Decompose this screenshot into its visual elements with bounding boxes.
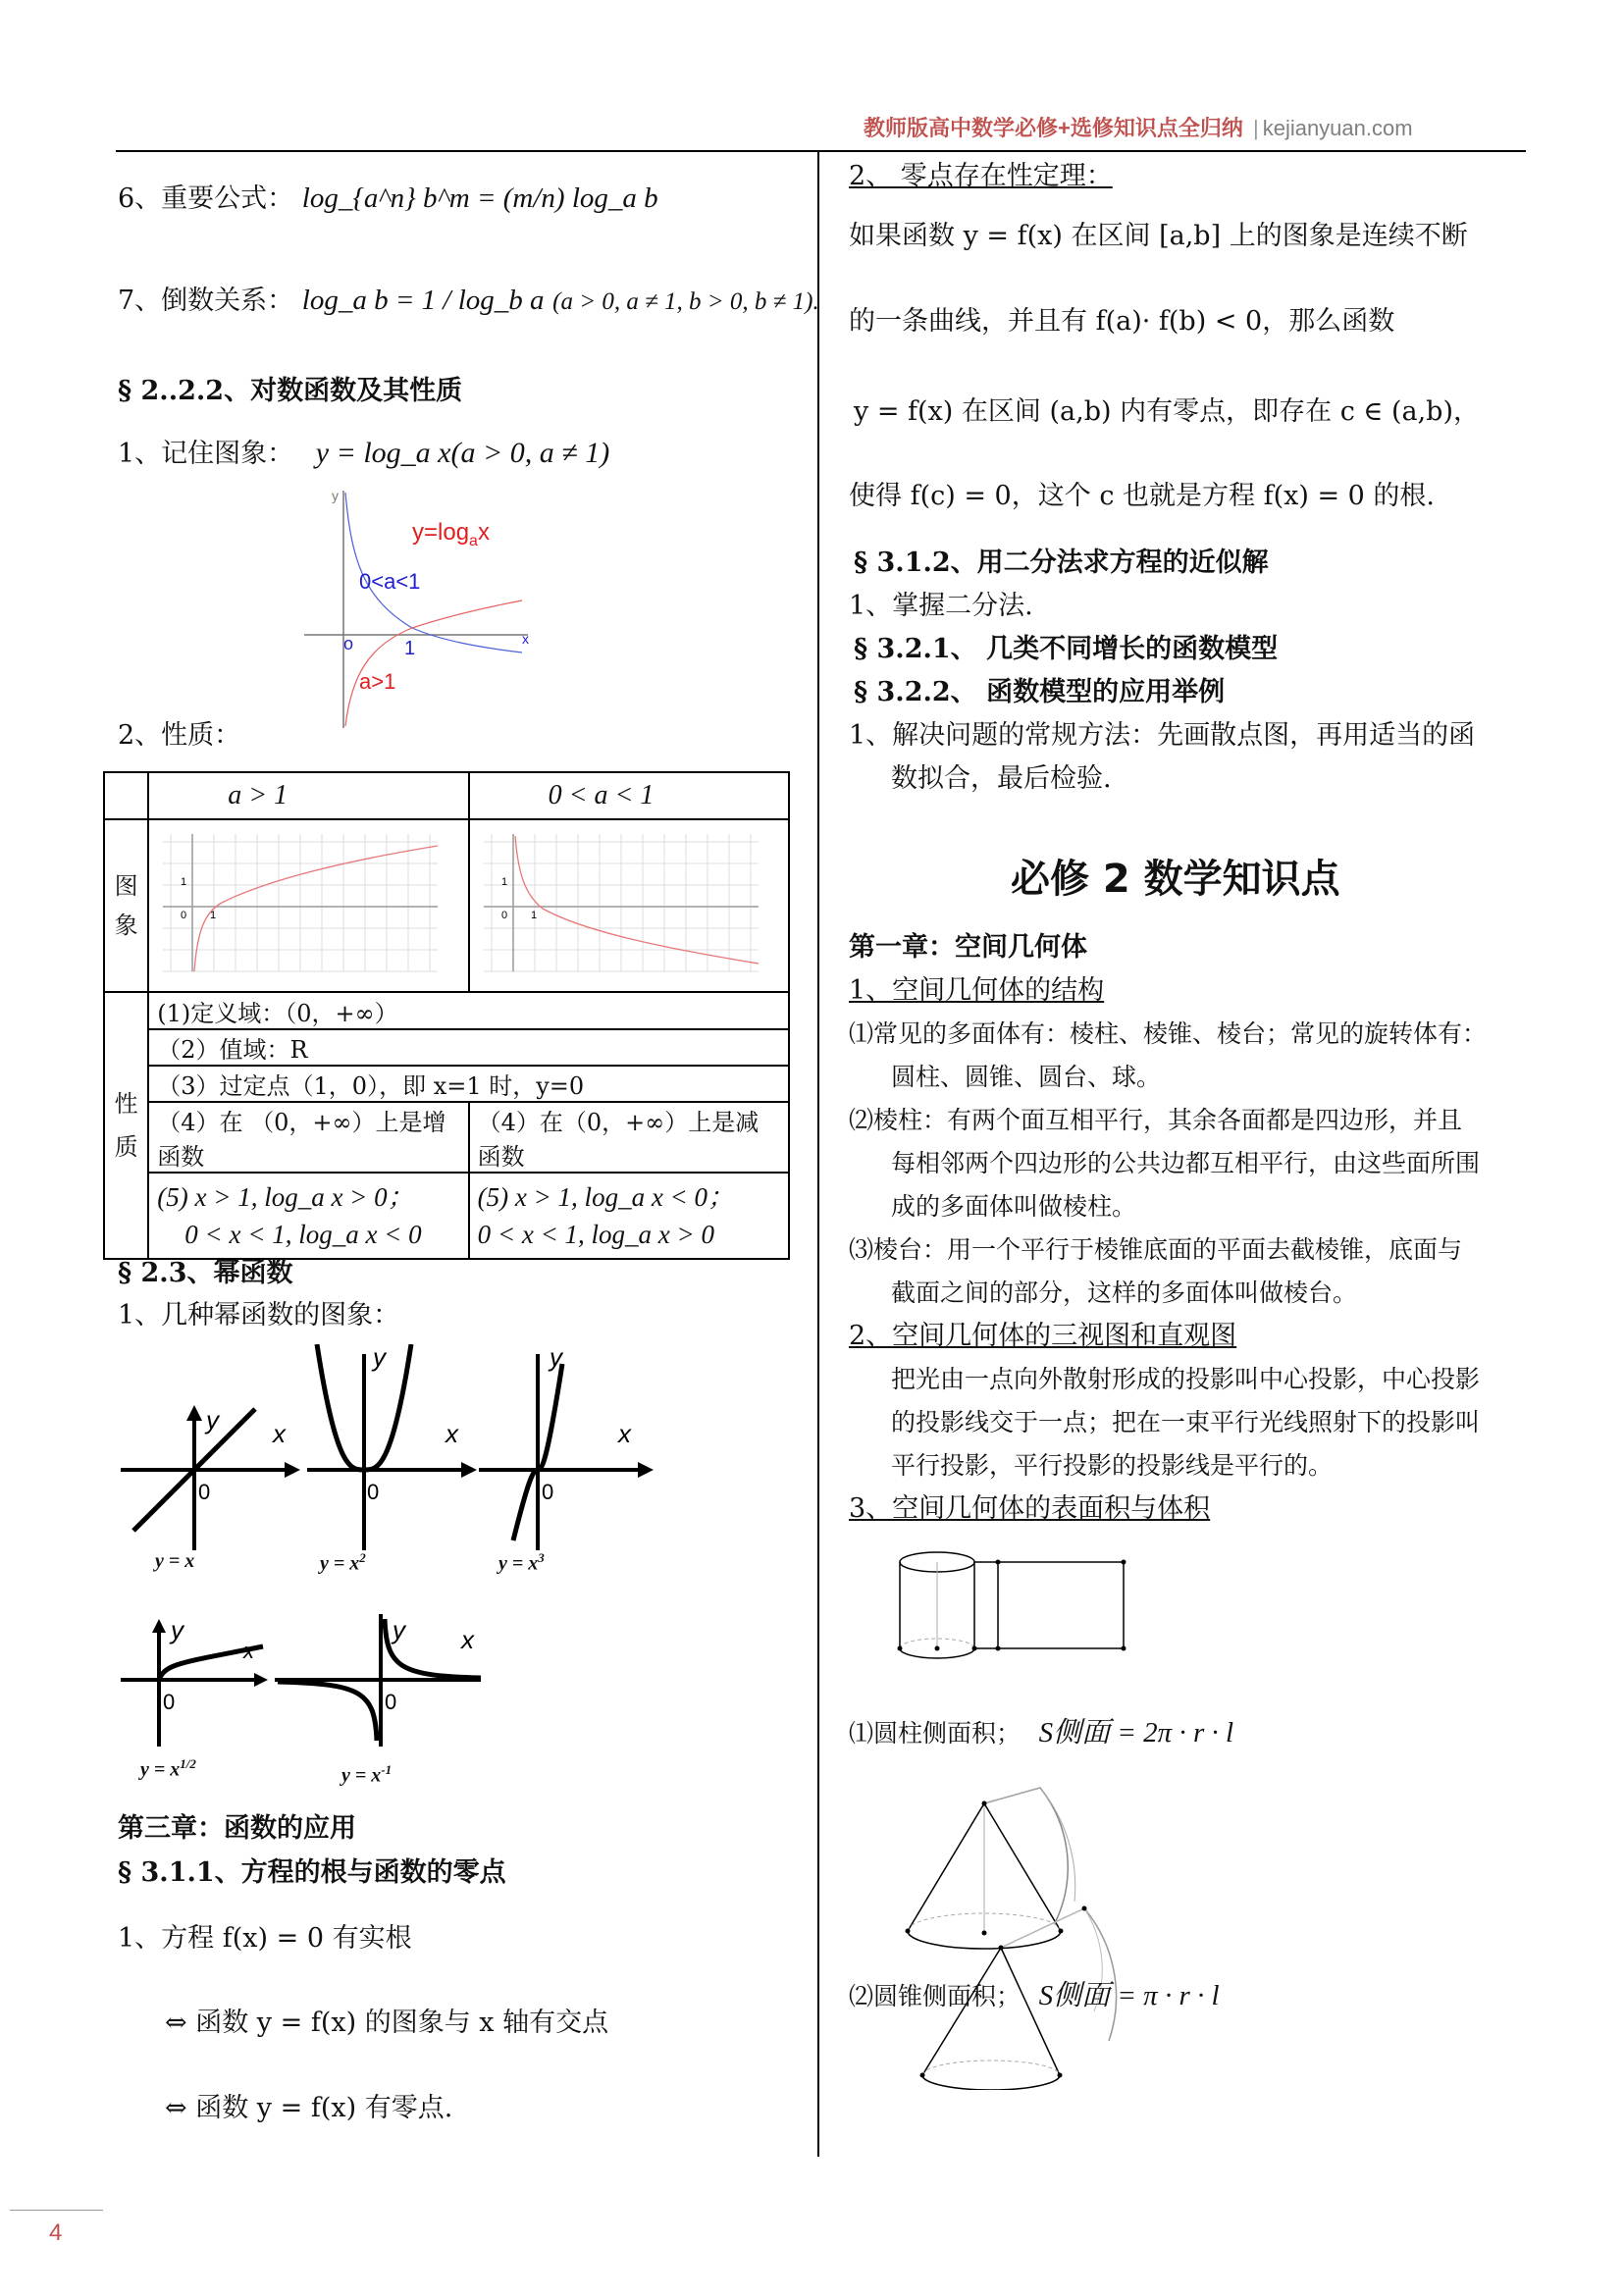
table-corner	[104, 772, 148, 819]
s1-1-line-1: ⑴常见的多面体有：棱柱、棱锥、棱台；常见的旋转体有：	[849, 1019, 1488, 1048]
power-graphs-row2	[116, 1609, 508, 1747]
table-domain: (1)定义域：（0，+∞）	[148, 992, 789, 1029]
item-1-label: 1、记住图象：	[118, 439, 294, 469]
log-graph-small-a-label: 0<a<1	[359, 569, 421, 594]
table-increasing: （4）在 （0，+∞）上是增函数	[148, 1102, 468, 1173]
g3-y: y	[550, 1344, 562, 1372]
section-3-1-2: § 3.1.2、用二分法求方程的近似解	[854, 548, 1269, 578]
subsection-1: 1、空间几何体的结构	[849, 975, 1105, 1006]
g1-x: x	[273, 1419, 286, 1448]
caption-y-sqrt-x: $y = x^{1/2}$	[140, 1756, 196, 1781]
log-properties-table	[103, 771, 790, 1260]
s2-line-1: 把光由一点向外散射形成的投影叫中心投影，中心投影	[891, 1365, 1481, 1393]
s1-3-line-2: 截面之间的部分，这样的多面体叫做棱台。	[891, 1278, 1358, 1307]
exp-minus1: -1	[381, 1762, 393, 1777]
table-graph-decreasing	[469, 819, 789, 992]
cone-label: ⑵圆锥侧面积；	[849, 1982, 1022, 2010]
header-title: 教师版高中数学必修+选修知识点全归纳	[864, 116, 1243, 140]
formula-7-cond: (a > 0, a ≠ 1, b > 0, b ≠ 1).	[552, 288, 819, 315]
zero-theorem-line-1: 如果函数 y = f(x) 在区间 [a,b] 上的图象是连续不断	[849, 221, 1468, 251]
bisection-item: 1、掌握二分法.	[849, 591, 1033, 621]
tick-xone-inc: 1	[210, 910, 217, 921]
g5-y: y	[393, 1615, 405, 1644]
section-2-3: § 2.3、幂函数	[118, 1258, 293, 1288]
g2-x: x	[445, 1419, 458, 1448]
method-line-2: 数拟合，最后检验.	[891, 763, 1112, 794]
caption-y-x-inv: $y = x^{-1}$	[341, 1762, 393, 1787]
g5-o: 0	[385, 1690, 397, 1714]
log-graph-x-label: x	[522, 631, 529, 647]
cone-lateral-area	[849, 1974, 1220, 2018]
g2-y: y	[373, 1344, 386, 1372]
sign-a-gt-1-line2: 0 < x < 1, log_a x < 0	[184, 1220, 422, 1249]
formula-6-expr: log_{a^n} b^m = (m/n) log_a b	[301, 183, 658, 214]
tick-xone-dec: 1	[530, 910, 537, 921]
table-sign-a-gt-1	[148, 1173, 468, 1259]
graph-log-decreasing	[474, 824, 768, 981]
graph-log-increasing	[153, 824, 447, 981]
exp-3: 3	[538, 1550, 545, 1565]
table-row-property-label: 性质	[104, 992, 148, 1259]
tick-zero-inc: 0	[181, 910, 187, 921]
cone-formula: S侧面 = π · r · l	[1038, 1980, 1220, 2011]
chapter-3: 第三章：函数的应用	[118, 1813, 356, 1844]
chapter-1-solid-geometry: 第一章：空间几何体	[849, 932, 1087, 963]
iff-zero: ⇔ 函数 y = f(x) 有零点.	[165, 2093, 453, 2123]
cylinder-lateral-area	[849, 1711, 1233, 1755]
g1-y: y	[206, 1405, 219, 1435]
formula-7	[118, 279, 819, 324]
item-1-graph	[118, 432, 609, 476]
s2-line-3: 平行投影，平行投影的投影线是平行的。	[891, 1451, 1334, 1480]
log-graph-label: $y=\log_ax$	[412, 519, 490, 549]
page-number: 4	[49, 2219, 63, 2246]
caption-y-x3: $y = x^3$	[498, 1550, 545, 1575]
sign-a-lt-1-line1: (5) x > 1, log_a x < 0；	[477, 1182, 735, 1212]
formula-7-label: 7、倒数关系：	[118, 286, 294, 316]
page-header	[864, 114, 1413, 143]
section-3-2-2: § 3.2.2、 函数模型的应用举例	[854, 677, 1226, 707]
g4-o: 0	[163, 1690, 176, 1714]
table-header-a-gt-1: a > 1	[148, 772, 468, 819]
subsection-3: 3、空间几何体的表面积与体积	[849, 1493, 1211, 1524]
g3-o: 0	[542, 1480, 554, 1504]
g4-x: x	[243, 1639, 254, 1663]
caption-y-x: y = x	[155, 1550, 195, 1572]
log-graph-y-label: y	[332, 488, 339, 503]
item-2-properties: 2、性质：	[118, 720, 241, 751]
tick-zero-dec: 0	[500, 910, 507, 921]
zero-theorem-line-2: 的一条曲线，并且有 f(a)· f(b) < 0，那么函数	[849, 306, 1395, 337]
formula-6	[118, 177, 658, 221]
g2-o: 0	[367, 1480, 380, 1504]
table-sign-a-lt-1	[469, 1173, 789, 1259]
cone-unfold-figure	[888, 1786, 1124, 2090]
g3-x: x	[618, 1419, 631, 1448]
exp-2: 2	[359, 1550, 366, 1565]
s1-1-line-2: 圆柱、圆锥、圆台、球。	[891, 1063, 1162, 1091]
log-graph-one: 1	[404, 638, 416, 659]
table-header-a-lt-1: 0 < a < 1	[469, 772, 789, 819]
cylinder-label: ⑴圆柱侧面积；	[849, 1719, 1022, 1748]
g4-y: y	[171, 1615, 183, 1644]
power-item: 1、几种幂函数的图象：	[118, 1300, 400, 1331]
header-rule	[116, 150, 1526, 152]
log-curve-large-a	[345, 600, 522, 726]
table-range: （2）值域：R	[148, 1029, 789, 1066]
s1-2-line-2: 每相邻两个四边形的公共边都互相平行，由这些面所围	[891, 1149, 1481, 1177]
s1-2-line-1: ⑵棱柱：有两个面互相平行，其余各面都是四边形，并且	[849, 1106, 1463, 1134]
zero-theorem-line-4: 使得 f(c) = 0，这个 c 也就是方程 f(x) = 0 的根.	[849, 481, 1436, 511]
power-graphs-row1	[116, 1344, 665, 1599]
item-1-formula: y = log_a x(a > 0, a ≠ 1)	[315, 437, 610, 469]
s1-3-line-1: ⑶棱台：用一个平行于棱锥底面的平面去截棱锥，底面与	[849, 1235, 1463, 1264]
section-3-1-1: § 3.1.1、方程的根与函数的零点	[118, 1857, 506, 1888]
formula-7-expr: log_a b = 1 / log_b a	[301, 285, 545, 316]
exp-half: 1/2	[180, 1756, 196, 1771]
sign-a-lt-1-line2: 0 < x < 1, log_a x > 0	[477, 1220, 715, 1249]
subsection-2: 2、空间几何体的三视图和直观图	[849, 1321, 1237, 1351]
column-divider	[817, 152, 819, 2157]
method-line-1: 1、解决问题的常规方法：先画散点图，再用适当的函	[849, 720, 1476, 751]
table-row-graph-label: 图象	[104, 819, 148, 992]
caption-y-x2: $y = x^2$	[320, 1550, 366, 1575]
g5-x: x	[461, 1625, 474, 1654]
log-graph-large-a-label: a>1	[359, 669, 396, 694]
compulsory-2-title: 必修 2 数学知识点	[1011, 857, 1340, 902]
table-graph-increasing	[148, 819, 468, 992]
zero-theorem-title: 2、 零点存在性定理：	[849, 161, 1113, 191]
section-3-2-1: § 3.2.1、 几类不同增长的函数模型	[854, 634, 1279, 664]
table-decreasing: （4）在（0，+∞）上是减函数	[469, 1102, 789, 1173]
log-graph-origin: o	[343, 634, 354, 653]
header-separator: |	[1252, 116, 1259, 140]
section-2-2-2: § 2..2.2、对数函数及其性质	[118, 376, 463, 406]
iff-intersection: ⇔ 函数 y = f(x) 的图象与 x 轴有交点	[165, 2008, 609, 2038]
zero-theorem-line-3: y = f(x) 在区间 (a,b) 内有零点，即存在 c ∈ (a,b)，	[854, 396, 1480, 427]
s1-2-line-3: 成的多面体叫做棱柱。	[891, 1192, 1137, 1221]
sign-a-gt-1-line1: (5) x > 1, log_a x > 0；	[157, 1182, 414, 1212]
cylinder-unfold-figure	[888, 1540, 1143, 1668]
cylinder-formula: S侧面 = 2π · r · l	[1038, 1717, 1234, 1748]
header-site: kejianyuan.com	[1262, 116, 1413, 140]
tick-one-inc: 1	[181, 876, 187, 888]
log-graph	[294, 481, 540, 736]
formula-6-label: 6、重要公式：	[118, 183, 294, 214]
root-item: 1、方程 f(x) = 0 有实根	[118, 1923, 412, 1954]
g1-o: 0	[198, 1480, 211, 1504]
s2-line-2: 的投影线交于一点；把在一束平行光线照射下的投影叫	[891, 1408, 1481, 1436]
table-fixed-point: （3）过定点（1，0），即 x=1 时，y=0	[148, 1066, 789, 1102]
tick-one-dec: 1	[500, 876, 507, 888]
footer-rule	[10, 2210, 103, 2211]
